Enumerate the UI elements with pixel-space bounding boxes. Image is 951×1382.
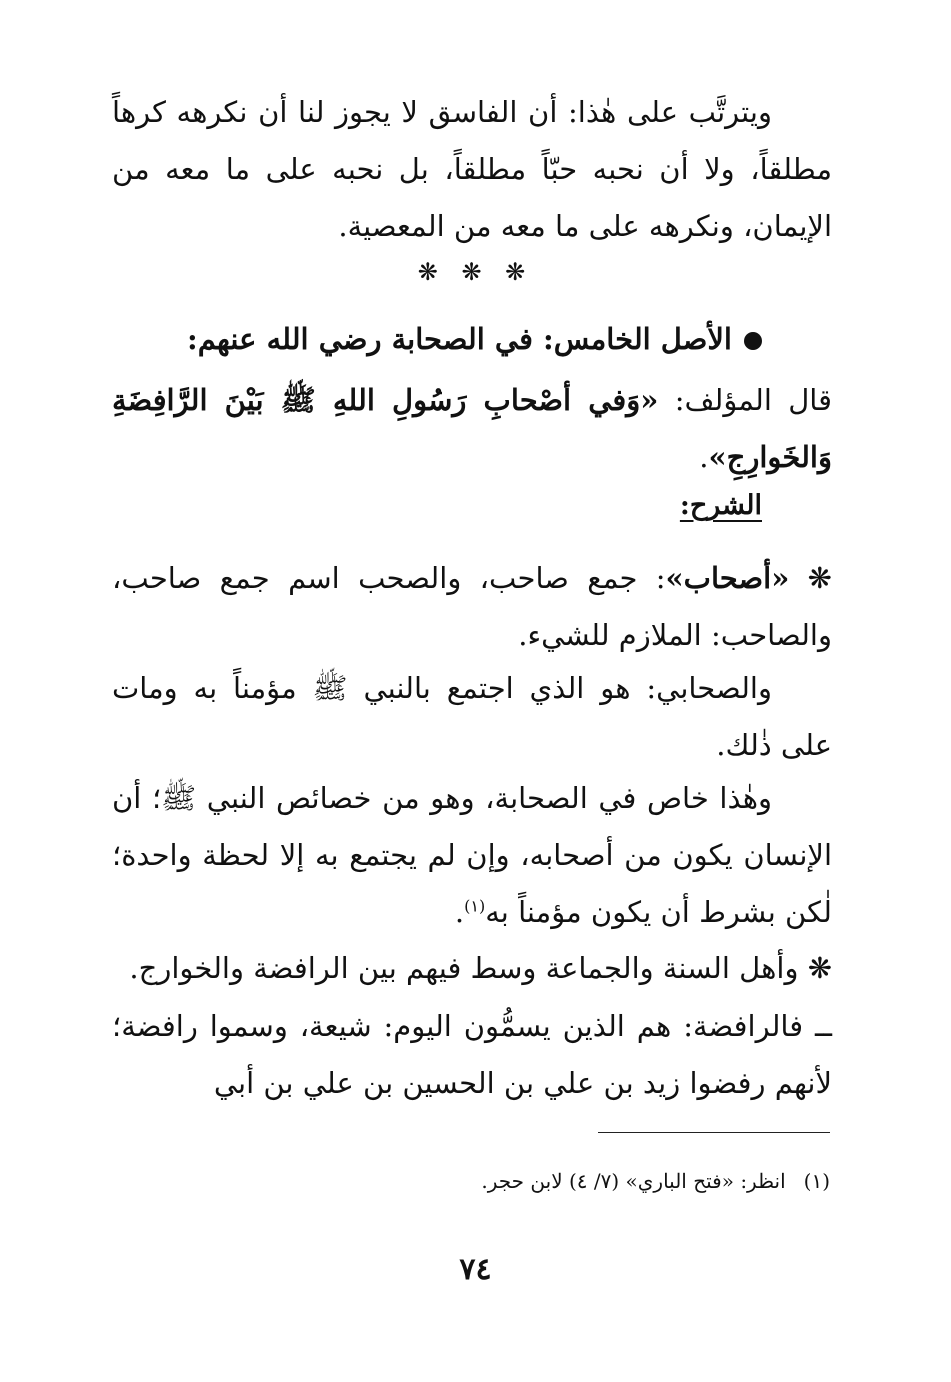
paragraph-text: ويترتَّب على هٰذا: أن الفاسق لا يجوز لنا أن نكرهه كرهاً مطلقاً، ولا أن نحبه حبّاً مطلقاً، بل نحبه على ما معه من الإيمان، ونكرهه على ما معه من المعصية. bbox=[112, 95, 832, 243]
footnote-text: انظر: «فتح الباري» (٧/ ٤) لابن حجر. bbox=[481, 1169, 786, 1193]
sharh-label: الشرح: bbox=[679, 490, 762, 521]
paragraph-text: وهٰذا خاص في الصحابة، وهو من خصائص النبي ﷺ؛ أن الإنسان يكون من أصحابه، وإن لم يجتمع به إلا لحظة واحدة؛ لٰكن بشرط أن يكون مؤمناً به bbox=[112, 781, 832, 929]
footnote-reference[interactable]: (١) bbox=[464, 896, 486, 916]
footnote bbox=[112, 1164, 830, 1198]
paragraph-end: . bbox=[454, 895, 465, 929]
paragraph-ashab bbox=[112, 550, 832, 664]
author-quote-end: . bbox=[699, 440, 709, 474]
paragraph-text: ❋ وأهل السنة والجماعة وسط فيهم بين الرافضة والخوارج. bbox=[129, 951, 832, 985]
asterisk-icon: ❋ bbox=[789, 561, 832, 595]
author-quote: «وَفي أصْحابِ رَسُولِ اللهِ ﷺ بَيْنَ الرَّافِضَةِ وَالخَوارِجِ» bbox=[112, 383, 832, 474]
bullet-icon bbox=[744, 332, 762, 350]
footnote-divider bbox=[598, 1132, 830, 1133]
author-quote-paragraph bbox=[112, 372, 832, 486]
section-heading bbox=[112, 314, 762, 364]
defined-term: «أصحاب» bbox=[665, 561, 790, 595]
footnote-number: (١) bbox=[803, 1169, 830, 1193]
paragraph-rafida bbox=[112, 998, 832, 1112]
paragraph-fasiq bbox=[112, 84, 832, 255]
paragraph-khas bbox=[112, 770, 832, 941]
paragraph-ahl-sunnah bbox=[112, 940, 832, 997]
page-number: ٧٤ bbox=[459, 1252, 492, 1287]
author-intro: قال المؤلف: bbox=[658, 383, 832, 417]
paragraph-text: والصحابي: هو الذي اجتمع بالنبي ﷺ مؤمناً به ومات على ذٰلك. bbox=[112, 671, 832, 762]
heading-text: الأصل الخامس: في الصحابة رضي الله عنهم: bbox=[187, 322, 732, 356]
definition-text: : جمع صاحب، والصحب اسم جمع صاحب، والصاحب: الملازم للشيء. bbox=[112, 561, 832, 652]
paragraph-sahabi bbox=[112, 660, 832, 774]
section-separator: ❋ ❋ ❋ bbox=[417, 258, 534, 286]
paragraph-text: ــ فالرافضة: هم الذين يسمُّون اليوم: شيعة، وسموا رافضة؛ لأنهم رفضوا زيد بن علي بن الحسين بن علي بن أبي bbox=[112, 1009, 832, 1100]
